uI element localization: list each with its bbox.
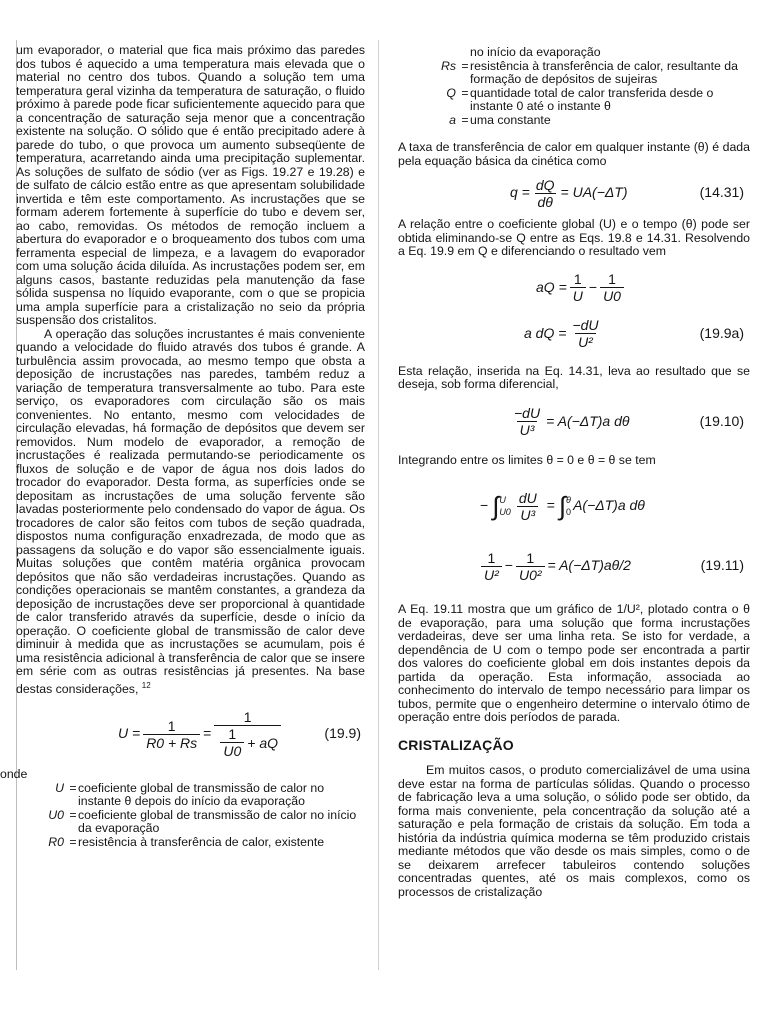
eq-19-9-inner-den: U0 xyxy=(220,742,244,759)
eq-int-fraction xyxy=(516,490,540,523)
eq-19-11-fraction-2 xyxy=(516,550,545,583)
definition-equals: = xyxy=(69,834,77,849)
definition-symbol: R0 xyxy=(48,834,64,849)
eq-14-31-den: dθ xyxy=(535,193,556,210)
definition-text: quantidade total de calor transferida desde o instante 0 até o instante θ xyxy=(470,85,714,113)
definition-text: coeficiente global de transmissão de calor no instante θ depois do início da evaporação xyxy=(78,780,325,809)
paragraph-insert: Esta relação, inserida na Eq. 14.31, leva ao resultado que se deseja, sob forma diferencial, xyxy=(398,363,750,391)
definition-symbol: U xyxy=(55,780,64,795)
eq-19-9-inner-num: 1 xyxy=(228,726,237,743)
eq-int-minus: − xyxy=(480,497,489,514)
eq-14-31-fraction xyxy=(533,177,558,210)
eq-14-31-number: (14.31) xyxy=(699,184,744,201)
eq-19-11-n1: 1 xyxy=(487,549,496,566)
definitions-left xyxy=(38,782,365,850)
eq-19-10-num: −dU xyxy=(514,405,541,421)
eq-int-rhs: A(−ΔT)a dθ xyxy=(573,497,645,514)
eq-19-9a-n2: 1 xyxy=(608,271,616,287)
eq-19-11-d1: U² xyxy=(481,566,502,583)
eq-19-11-fraction-1 xyxy=(481,550,502,583)
definition-equals: = xyxy=(69,780,77,795)
eq-19-10-den: U³ xyxy=(517,421,538,438)
definition-symbol: a xyxy=(449,112,456,127)
eq-int-limits-2 xyxy=(566,494,571,518)
eq-int-den: U³ xyxy=(517,506,538,523)
eq-19-10-number: (19.10) xyxy=(699,412,744,429)
definition-text: resistência à transferência de calor, existente xyxy=(78,834,325,849)
definition-equals: = xyxy=(461,112,469,127)
definition-text: coeficiente global de transmissão de calor no início da evaporação xyxy=(78,807,357,836)
eq-19-9a-lhs2: a dQ = xyxy=(524,324,567,341)
equation-14-31 xyxy=(398,168,750,218)
definition-equals: = xyxy=(461,85,469,100)
paragraph-operation-text: A operação das soluções incrustantes é mais conveniente quando a velocidade do fluido através dos tubos é grande. A turbulência assim provocada, ao mesmo tempo que obsta a deposição de incrustações nas paredes, também reduz a variação de temperatura transversalmente ao tubo. Para este serviço, os evaporadores com circulação são os mais convenientes. No entanto, mesmo com velocidades de circulação elevadas, há formação de depósitos que devem ser removidos. Num modelo de evaporador, a remoção de incrustações é realizada permutando-se periodicamente os fluxos de solução e de vapor de água nos dois lados do trocador do evaporador. Desta forma, as superfícies onde se depositam as incrustações de uma solução fervente são lavadas posteriormente pelo condensado do vapor de água. Os trocadores de calor são feitos com tubos de seção quadrada, dispostos numa configuração enxadrezada, de modo que as passagens da solução e do vapor são essencialmente iguais. Muitas soluções que contêm matéria orgânica provocam depósitos que não são verdadeiras incrustações. Quando as condições operacionais se mantêm constantes, a grandeza da deposição de incrustações deve ser proporcional à quantidade de calor transferido através da superfície, desde o início da operação. O coeficiente global de transmissão de calor deve diminuir à medida que as incrustações se acumulam, pois é uma resistência adicional à transferência de calor que se insere em série com as outras resistências já presentes. Na base destas considerações, xyxy=(16,326,365,696)
eq-19-9-inner-fraction xyxy=(220,726,244,759)
definition-row xyxy=(38,782,365,809)
eq-19-9a-d2: U0 xyxy=(600,287,624,304)
paragraph-graph: A Eq. 19.11 mostra que um gráfico de 1/U², plotado contra o θ de evaporação, para uma solução que forma incrustações verdadeiras, deve ser uma linha reta. Se isto for verdade, a dependência de U com o tempo pode ser encontrada a partir dos valores do coeficiente global em dois instantes depois da partida da operação. Esta informação, associada ao conhecimento do intervalo de tempo necessário para limpar os tubos, permite que o engenheiro determine o intervalo ótimo de operação entre dois períodos de parada. xyxy=(398,602,750,724)
eq-19-11-rhs: = A(−ΔT)aθ/2 xyxy=(547,557,631,574)
eq-19-9a-d1: U xyxy=(570,287,586,304)
eq-19-9a-number: (19.9a) xyxy=(699,324,744,341)
paragraph-cristalizacao: Em muitos casos, o produto comercializável de uma usina deve estar na forma de partículas sólidas. Quando o processo de fabricação leva a uma solução, o sólido pode ser obtido, da forma mais conveniente, pela concentração da solução até a saturação e pela formação de cristais da solução. Em toda a história da indústria química moderna se têm produzido cristais mediante métodos que vão desde os mais simples, como o de se deixarem arrefecer tabuleiros contendo soluções concentradas quentes, até os mais complexos, como os processos de cristalização xyxy=(398,763,750,899)
integral-sign-icon: ∫ xyxy=(492,491,500,521)
definition-equals: = xyxy=(69,807,77,822)
eq-14-31-rhs: = UA(−ΔT) xyxy=(560,184,628,201)
eq-19-9-den1: R0 + Rs xyxy=(143,734,200,751)
eq-19-9a-fraction-1 xyxy=(570,271,586,304)
section-heading-cristalizacao: CRISTALIZAÇÃO xyxy=(398,736,514,753)
eq-19-9a-minus: − xyxy=(588,278,598,295)
eq-19-11-d2: U0² xyxy=(516,566,545,583)
eq-19-9a-fraction-3 xyxy=(569,317,601,350)
definition-symbol: Rs xyxy=(440,58,456,73)
eq-19-9-equals: = xyxy=(203,725,212,742)
eq-14-31-num: dQ xyxy=(535,176,555,193)
eq-int-lower-1: U0 xyxy=(499,507,511,517)
definition-row xyxy=(420,114,750,128)
eq-19-9-fraction-1 xyxy=(143,718,200,751)
definition-text: no início da evaporação xyxy=(470,45,601,59)
definition-equals: = xyxy=(461,58,469,73)
eq-19-11-number: (19.11) xyxy=(700,557,744,574)
paragraph-operation xyxy=(16,328,365,697)
definition-row xyxy=(38,836,365,850)
column-gutter-rule xyxy=(378,40,379,970)
eq-int-num: dU xyxy=(518,489,537,506)
eq-19-9-inner-plus: + aQ xyxy=(247,734,278,751)
definition-text: resistência à transferência de calor, resultante da formação de depósitos de sujeiras xyxy=(470,58,738,86)
definition-equals xyxy=(460,46,470,60)
eq-19-11-minus: − xyxy=(504,557,513,574)
eq-19-10-fraction xyxy=(511,405,543,438)
definition-symbol: U0 xyxy=(48,807,64,822)
equation-19-10 xyxy=(398,396,750,448)
eq-int-upper-1: U xyxy=(499,495,506,505)
left-column xyxy=(0,43,365,849)
eq-19-9-fraction-2 xyxy=(214,709,281,759)
eq-int-upper-2: θ xyxy=(566,495,571,505)
eq-19-11-n2: 1 xyxy=(526,549,535,566)
eq-19-9-num2: 1 xyxy=(243,709,252,726)
right-column xyxy=(398,46,750,899)
eq-19-9-number: (19.9) xyxy=(324,725,361,742)
equation-19-9a-line2 xyxy=(398,311,750,357)
eq-19-9a-num: −dU xyxy=(572,317,599,333)
definition-row xyxy=(38,809,365,836)
definition-row xyxy=(420,60,750,87)
definition-row xyxy=(420,87,750,114)
eq-int-equals: = xyxy=(546,497,555,514)
equation-19-9 xyxy=(16,702,365,766)
eq-19-9a-den: U² xyxy=(575,333,596,350)
equation-integral xyxy=(398,475,750,537)
integral-sign-icon: ∫ xyxy=(558,491,567,521)
onde-label: onde xyxy=(0,767,28,782)
eq-19-9a-lhs1: aQ = xyxy=(536,278,567,295)
eq-19-9-num1: 1 xyxy=(167,717,176,734)
paragraph-rate: A taxa de transferência de calor em qualquer instante (θ) é dada pela equação básica da cinética como xyxy=(398,140,750,168)
definition-row xyxy=(420,46,750,60)
eq-19-10-rhs: = A(−ΔT)a dθ xyxy=(546,412,630,429)
definition-text: uma constante xyxy=(470,112,551,127)
paragraph-relation: A relação entre o coeficiente global (U) e o tempo (θ) pode ser obtida eliminando-se Q entre as Eqs. 19.8 e 14.31. Resolvendo a Eq. 19.9 em Q e diferenciando o resultado vem xyxy=(398,217,750,258)
definition-symbol: Q xyxy=(446,85,456,100)
paragraph-integrate: Integrando entre os limites θ = 0 e θ = θ se tem xyxy=(398,452,656,467)
paragraph-fouling: um evaporador, o material que fica mais próximo das paredes dos tubos é aquecido a uma temperatura mais elevada que o material no centro dos tubos. Quando a solução tem uma temperatura geral vizinha da temperatura de saturação, o fluido próximo à parede pode ficar suficientemente aquecido para que a concentração de saturação seja menor que a concentração existente na solução. O sólido que é então precipitado adere à parede do tubo, o que provoca um aumento subseqüente de temperatura, acarretando ainda uma precipitação suplementar. As soluções de sulfato de sódio (ver as Figs. 19.27 e 19.28) e de sulfato de cálcio estão entre as que apresentam solubilidade invertida e têm este comportamento. As incrustações que se formam aderem fortemente à superfície do tubo e devem ser, ao cabo, removidas. Os métodos de remoção incluem a abertura do evaporador e o broqueamento dos tubos com uma ferramenta especial de limpeza, e a lavagem do evaporador com uma solução ácida diluída. As incrustações podem ser, em alguns casos, bastante reduzidas pela manutenção da fase sólida suspensa no líquido evaporante, com o que se propicia uma ampla superfície para a cristalização no seio da própria suspensão dos cristalitos. xyxy=(16,43,365,327)
reference-superscript: 12 xyxy=(141,680,151,690)
eq-int-limits-1 xyxy=(499,494,511,518)
definition-symbol xyxy=(420,46,460,60)
eq-int-lower-2: 0 xyxy=(566,507,572,517)
equation-19-11 xyxy=(398,541,750,591)
eq-19-9a-fraction-2 xyxy=(600,271,624,304)
equation-19-9a-line1 xyxy=(398,265,750,311)
eq-19-9-lhs: U = xyxy=(118,725,141,742)
eq-19-9-den2 xyxy=(214,725,281,759)
definitions-right xyxy=(420,46,750,127)
eq-14-31-lhs: q = xyxy=(510,184,530,201)
eq-19-9a-n1: 1 xyxy=(573,271,582,287)
